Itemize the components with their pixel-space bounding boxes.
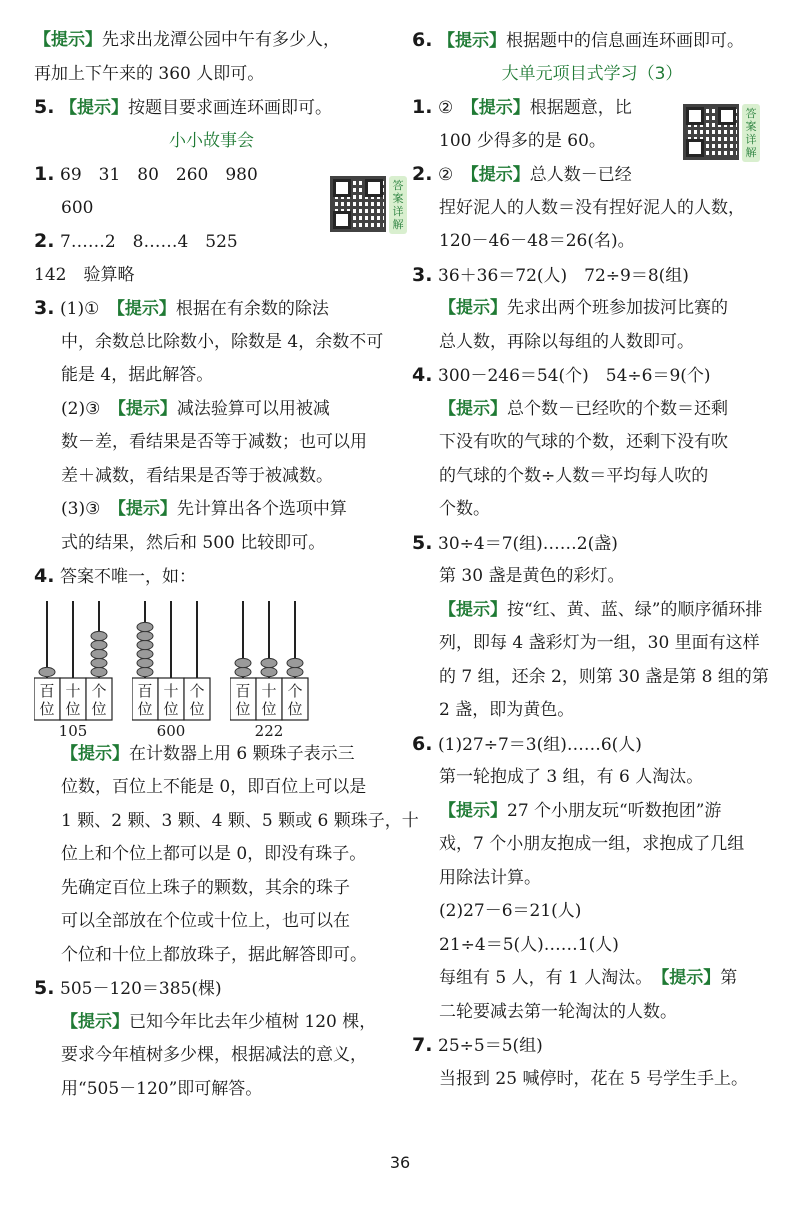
story-answer-1-line2: 600 [61, 197, 94, 218]
project-7-line2: 当报到 25 喊停时，花在 5 号学生手上。 [439, 1068, 749, 1089]
story-5-hint-3: 用“505－120”即可解答。 [61, 1078, 263, 1099]
project-1-line2: 100 少得多的是 60。 [439, 130, 606, 151]
abacus-bead [91, 631, 107, 640]
abacus-bead [261, 667, 277, 676]
project-answer-3: 3. 36＋36＝72(人) 72÷9＝8(组) [412, 263, 689, 286]
abacus-value-label: 600 [156, 721, 186, 738]
place-label-char: 位 [163, 699, 179, 718]
answer-6: 6. 【提示】根据题中的信息画连环画即可。 [412, 29, 744, 51]
abacus-value-label: 222 [254, 721, 284, 738]
story-4-hint-6: 可以全部放在个位或十位上，也可以在 [61, 911, 350, 931]
abacus-value-label: 105 [58, 721, 88, 738]
project-5-hint-3: 的 7 组，还余 2，则第 30 盏是第 8 组的第 [439, 666, 769, 687]
story-3-p1-line2: 中，余数总比除数小，除数是 4，余数不可 [61, 331, 384, 352]
project-4-hint: 【提示】总个数－已经吹的个数＝还剩 [439, 398, 728, 419]
right-column [412, 24, 772, 1096]
story-3-p2-line3: 差＋减数，看结果是否等于被减数。 [61, 465, 333, 486]
place-label-char: 位 [65, 699, 81, 718]
story-5-hint: 【提示】已知今年比去年少植树 120 棵， [61, 1011, 377, 1032]
story-4-hint-4: 位上和个位上都可以是 0，即没有珠子。 [61, 844, 367, 864]
section-title-project: 大单元项目式学习（3） [501, 63, 683, 84]
story-answer-2: 2. 7……2 8……4 525 [34, 230, 238, 252]
qr-tag-label: 答案详解 [389, 176, 407, 234]
project-answer-2: 2. ② 【提示】总人数－已经 [412, 163, 632, 185]
abacus-bead [137, 658, 153, 667]
project-2-line2: 捏好泥人的人数＝没有捏好泥人的人数， [439, 197, 745, 218]
story-3-p1-line3: 能是 4，据此解答。 [61, 365, 214, 385]
place-label-char: 位 [137, 699, 153, 718]
project-6-part2c: 每组有 5 人，有 1 人淘汰。 【提示】第 [439, 968, 738, 988]
place-label-char: 位 [39, 699, 55, 718]
story-answer-1: 1. 69 31 80 260 980 [34, 163, 258, 185]
project-5-hint-2: 列，即每 4 盏彩灯为一组，30 里面有这样 [439, 633, 760, 653]
story-answer-3: 3. (1)① 【提示】根据在有余数的除法 [34, 297, 329, 319]
project-2-line3: 120－46－48＝26(名)。 [439, 231, 635, 251]
place-label-char: 位 [287, 699, 303, 718]
abacus-bead [137, 667, 153, 676]
abacus-222 [230, 598, 310, 738]
abacus-105 [34, 598, 114, 738]
place-label-char: 位 [189, 699, 205, 718]
story-4-hint-7: 个位和十位上都放珠子，据此解答即可。 [61, 944, 367, 965]
answer-5: 5. 【提示】按题目要求画连环画即可。 [34, 96, 332, 118]
abacus-bead [39, 667, 55, 676]
project-3-hint-2: 总人数，再除以每组的人数即可。 [439, 331, 694, 352]
story-4-hint: 【提示】在计数器上用 6 颗珠子表示三 [61, 743, 355, 764]
project-answer-7: 7. 25÷5＝5(组) [412, 1034, 543, 1056]
qr-code-image [330, 176, 386, 232]
abacus-figures [34, 598, 389, 738]
intro-hint-line-2: 再加上下午来的 360 人即可。 [34, 63, 265, 84]
place-label-char: 个 [91, 681, 107, 700]
project-4-hint-3: 的气球的个数÷人数＝平均每人吹的 [439, 465, 709, 486]
story-3-p2-line2: 数－差，看结果是否等于减数；也可以用 [61, 432, 367, 452]
place-label-char: 百 [39, 681, 55, 700]
project-6-hint-3: 用除法计算。 [439, 867, 541, 888]
abacus-bead [137, 631, 153, 640]
intro-hint-line-1: 【提示】先求出龙潭公园中午有多少人， [34, 30, 340, 50]
place-label-char: 位 [261, 699, 277, 718]
story-4-hint-5: 先确定百位上珠子的颗数，其余的珠子 [61, 877, 350, 898]
project-5-hint-4: 2 盏，即为黄色。 [439, 700, 575, 720]
project-6-part2b: 21÷4＝5(人)……1(人) [439, 934, 619, 955]
abacus-bead [287, 667, 303, 676]
place-label-char: 位 [235, 699, 251, 718]
project-4-hint-4: 个数。 [439, 499, 490, 519]
qr-tag-label: 答案详解 [742, 104, 760, 162]
story-answer-4: 4. 答案不唯一，如： [34, 565, 196, 587]
abacus-bead [91, 640, 107, 649]
abacus-bead [91, 667, 107, 676]
place-label-char: 位 [91, 699, 107, 718]
project-answer-4: 4. 300－246＝54(个) 54÷6＝9(个) [412, 364, 711, 386]
story-answer-5: 5. 505－120＝385(棵) [34, 977, 222, 999]
abacus-bead [91, 658, 107, 667]
story-3-p3-line2: 式的结果，然后和 500 比较即可。 [61, 532, 326, 553]
project-4-hint-2: 下没有吹的气球的个数，还剩下没有吹 [439, 432, 728, 452]
story-4-hint-2: 位数，百位上不能是 0，即百位上可以是 [61, 777, 367, 797]
project-6-hint: 【提示】27 个小朋友玩“听数抱团”游 [439, 800, 722, 821]
abacus-bead [137, 622, 153, 631]
abacus-bead [261, 658, 277, 667]
abacus-bead [235, 658, 251, 667]
project-6-part2: (2)27－6＝21(人) [439, 901, 582, 921]
abacus-bead [91, 649, 107, 658]
place-label-char: 十 [261, 681, 277, 700]
project-answer-5: 5. 30÷4＝7(组)……2(盏) [412, 531, 618, 554]
section-title-story: 小小故事会 [169, 130, 254, 151]
place-label-char: 个 [189, 681, 205, 700]
place-label-char: 十 [163, 681, 179, 700]
place-label-char: 百 [137, 681, 153, 700]
abacus-600 [132, 598, 212, 738]
project-5-line2: 第 30 盏是黄色的彩灯。 [439, 566, 625, 586]
project-6-line2: 第一轮抱成了 3 组，有 6 人淘汰。 [439, 767, 704, 787]
page-number: 36 [389, 1153, 411, 1172]
abacus-bead [235, 667, 251, 676]
qr-code-left[interactable] [330, 176, 407, 234]
project-5-hint: 【提示】按“红、黄、蓝、绿”的顺序循环排 [439, 599, 763, 620]
abacus-bead [137, 649, 153, 658]
story-answer-2-line2: 142 验算略 [34, 264, 135, 285]
project-3-hint: 【提示】先求出两个班参加拔河比赛的 [439, 298, 728, 318]
story-5-hint-2: 要求今年植树多少棵，根据减法的意义， [61, 1045, 367, 1065]
project-answer-1: 1. ② 【提示】根据题意，比 [412, 96, 632, 118]
story-3-p2: (2)③ 【提示】减法验算可以用被减 [61, 398, 330, 419]
abacus-bead [287, 658, 303, 667]
abacus-bead [137, 640, 153, 649]
project-answer-6: 6. (1)27÷7＝3(组)……6(人) [412, 732, 642, 755]
story-3-p3: (3)③ 【提示】先计算出各个选项中算 [61, 499, 347, 519]
place-label-char: 百 [235, 681, 251, 700]
project-6-part2-hint: 二轮要减去第一轮淘汰的人数。 [439, 1001, 677, 1022]
place-label-char: 个 [287, 681, 303, 700]
project-6-hint-2: 戏，7 个小朋友抱成一组，求抱成了几组 [439, 834, 745, 854]
place-label-char: 十 [65, 681, 81, 700]
story-4-hint-3: 1 颗、2 颗、3 颗、4 颗、5 颗或 6 颗珠子，十 [61, 810, 419, 831]
